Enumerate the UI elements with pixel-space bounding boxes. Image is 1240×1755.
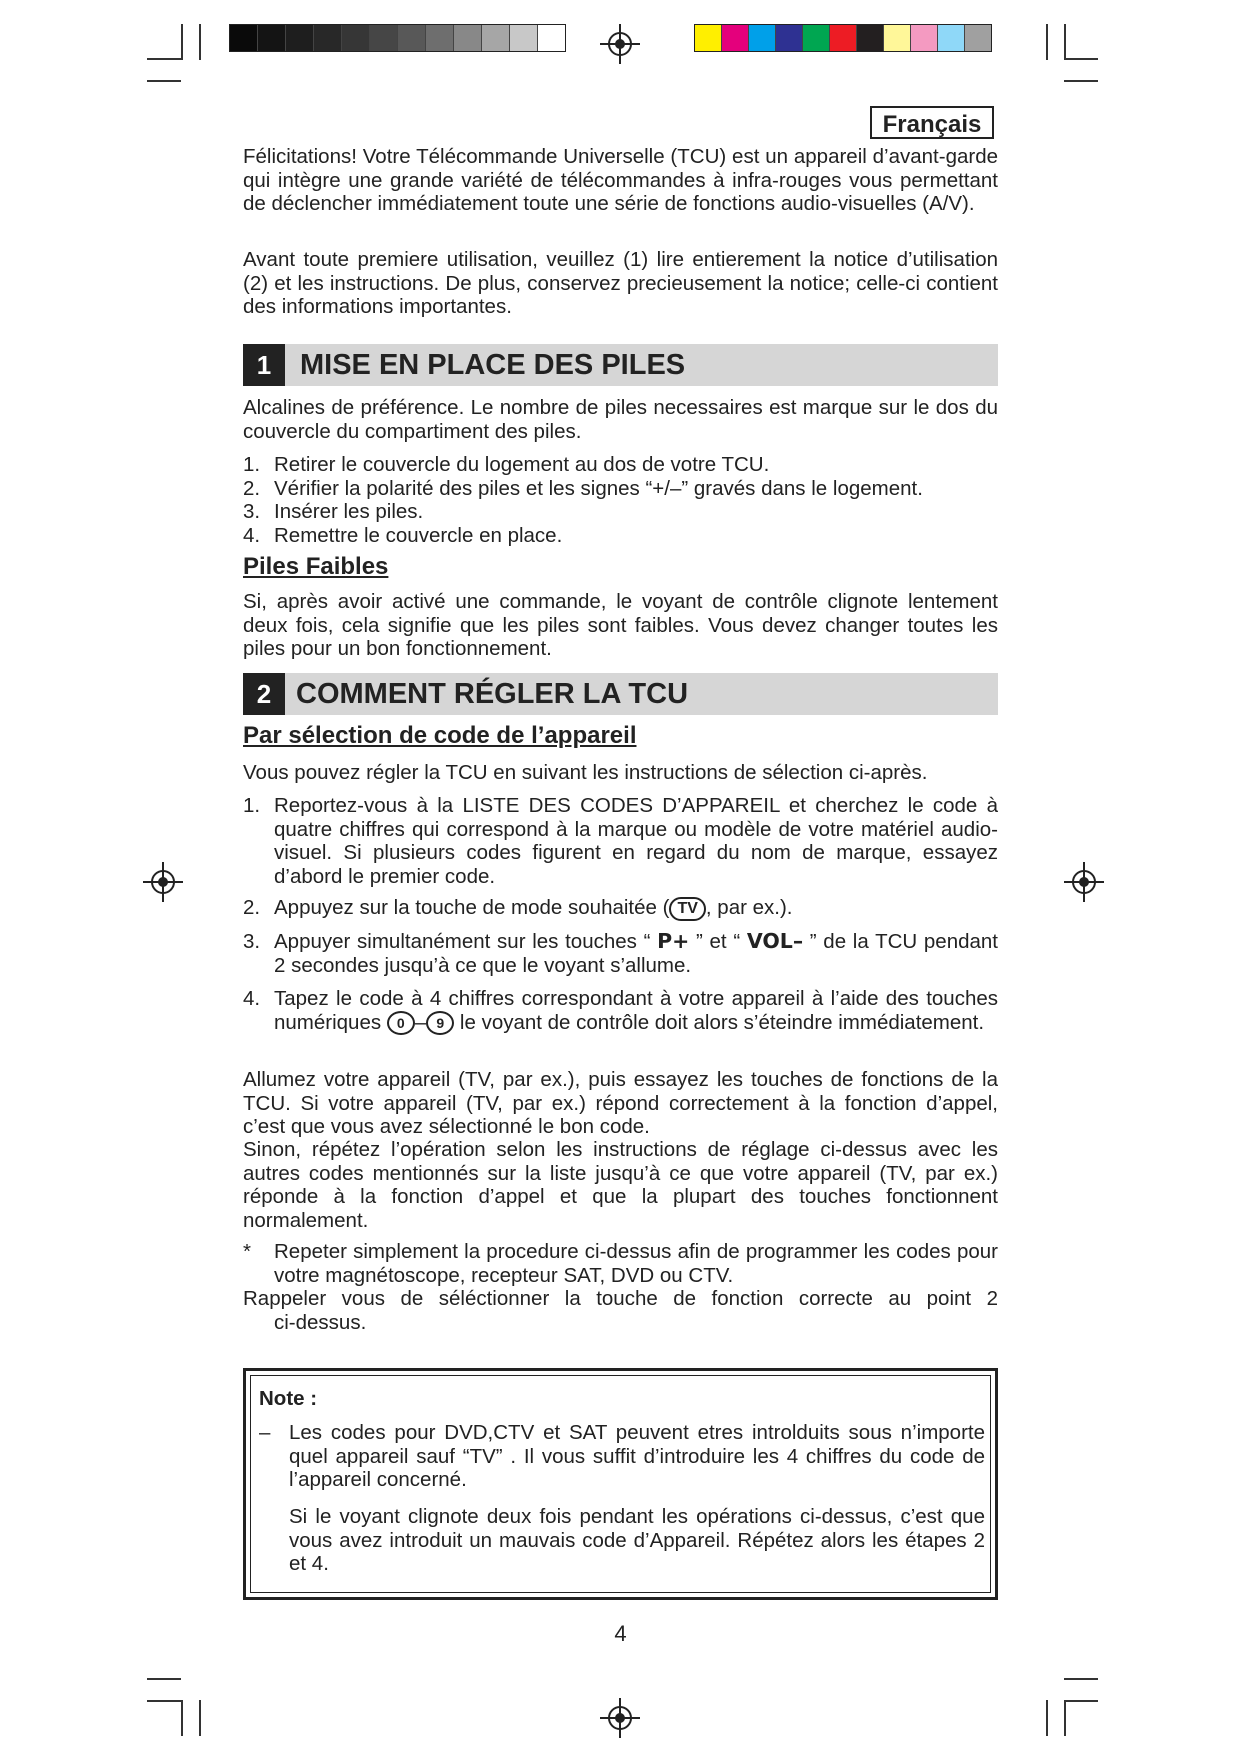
color-swatch <box>911 25 938 51</box>
list-item: 2. Vérifier la polarité des piles et les signes “+/–” gravés dans le logement. <box>243 477 923 500</box>
grayscale-calibration-strip <box>229 24 566 52</box>
subheading-low-battery: Piles Faibles <box>243 553 389 580</box>
list-item: 3. Appuyer simultanément sur les touches “ P+ ” et “ VOL– ” de la TCU pendant 2 secondes jusqu’à ce que le voyant s’allume. <box>243 929 998 977</box>
color-swatch <box>230 25 258 51</box>
language-label: Français <box>870 106 994 139</box>
subheading-code-selection: Par sélection de code de l’appareil <box>243 722 637 749</box>
color-swatch <box>482 25 510 51</box>
note-box <box>243 1368 998 1600</box>
color-swatch <box>749 25 776 51</box>
test-paragraph: Allumez votre appareil (TV, par ex.), puis essayez les touches de fonctions de la TCU. Si votre appareil (TV, par ex.) répond correctement à la fonction d’appel, c’est que vous avez sélectionné le bon code. <box>243 1068 998 1138</box>
digit-0-key-icon: 0 <box>387 1011 415 1035</box>
color-swatch <box>695 25 722 51</box>
color-swatch <box>398 25 426 51</box>
section-title: MISE EN PLACE DES PILES <box>300 349 686 381</box>
page-number: 4 <box>614 1621 627 1646</box>
color-swatch <box>857 25 884 51</box>
star-note: * Repeter simplement la procedure ci-dessus afin de programmer les codes pour votre magnétoscope, recepteur SAT, DVD ou CTV. <box>243 1240 998 1287</box>
retry-paragraph: Sinon, répétez l’opération selon les instructions de réglage ci-dessus avec les autres codes mentionnés sur la liste jusqu’à ce que votre appareil (TV, par ex.) réponde à la fonction d’appel et que la plupart des touches fonctionnent normalement. <box>243 1138 998 1232</box>
note-text-2: Si le voyant clignote deux fois pendant les opérations ci-dessus, c’est que vous avez introduit un mauvais code d’Appareil. Répétez alors les étapes 2 et 4. <box>289 1505 985 1575</box>
section-1-intro: Alcalines de préférence. Le nombre de piles necessaires est marque sur le dos du couvercle du compartiment des piles. <box>243 396 998 443</box>
registration-mark-right <box>1064 862 1104 902</box>
vol-minus-key: VOL– <box>746 929 804 953</box>
color-swatch <box>370 25 398 51</box>
list-item: 2. Appuyez sur la touche de mode souhaitée ( TV , par ex.). <box>243 896 793 919</box>
section-number: 1 <box>243 344 285 386</box>
color-swatch <box>342 25 370 51</box>
color-swatch <box>510 25 538 51</box>
section-2-header <box>243 673 998 715</box>
section-title: COMMENT RÉGLER LA TCU <box>296 678 689 710</box>
registration-mark-bottom <box>600 1698 640 1738</box>
color-swatch <box>803 25 830 51</box>
section-1-header <box>243 344 998 386</box>
color-swatch <box>426 25 454 51</box>
color-swatch <box>314 25 342 51</box>
low-battery-paragraph: Si, après avoir activé une commande, le voyant de contrôle clignote lentement deux fois, cela signifie que les piles sont faibles. Vous devez changer toutes les piles pour un bon fonctionnement. <box>243 590 998 660</box>
digit-9-key-icon: 9 <box>426 1011 454 1035</box>
intro-paragraph-2: Avant toute premiere utilisation, veuillez (1) lire entierement la notice d’utilisation (2) et les instructions. De plus, conservez precieusement la notice; celle-ci contient des informations importantes. <box>243 248 998 318</box>
color-swatch <box>830 25 857 51</box>
color-swatch <box>965 25 991 51</box>
list-item: 1. Retirer le couvercle du logement au dos de votre TCU. <box>243 453 770 476</box>
recall-note: Rappeler vous de séléctionner la touche de fonction correcte au point 2 ci-dessus. <box>243 1287 998 1334</box>
note-title: Note : <box>259 1387 318 1410</box>
color-swatch <box>884 25 911 51</box>
registration-mark-top <box>600 24 640 64</box>
note-text-1: Les codes pour DVD,CTV et SAT peuvent etres introlduits sous n’importe quel appareil sauf “TV” . Il vous suffit d’introduire les 4 chiffres du code de l’appareil concerné. <box>289 1421 985 1491</box>
note-dash: – <box>259 1421 271 1444</box>
list-item: 3. Insérer les piles. <box>243 500 424 523</box>
color-swatch <box>938 25 965 51</box>
registration-mark-left <box>143 862 183 902</box>
color-swatch <box>258 25 286 51</box>
section-number: 2 <box>243 673 285 715</box>
section-2-intro: Vous pouvez régler la TCU en suivant les instructions de sélection ci-après. <box>243 761 928 784</box>
color-calibration-strip <box>694 24 992 52</box>
color-swatch <box>722 25 749 51</box>
color-swatch <box>538 25 565 51</box>
list-item: 4. Tapez le code à 4 chiffres correspondant à votre appareil à l’aide des touches numériques 0 – 9 le voyant de contrôle doit alors s’éteindre immédiatement. <box>243 987 998 1034</box>
list-item: 4. Remettre le couvercle en place. <box>243 524 563 547</box>
color-swatch <box>454 25 482 51</box>
color-swatch <box>776 25 803 51</box>
intro-paragraph-1: Félicitations! Votre Télécommande Universelle (TCU) est un appareil d’avant-garde qui intègre une grande variété de télécommandes à infra-rouges vous permettant de déclencher immédiatement toute une série de fonctions audio-visuelles (A/V). <box>243 145 998 215</box>
list-item: 1. Reportez-vous à la LISTE DES CODES D’APPAREIL et cherchez le code à quatre chiffres qui correspond à la marque ou modèle de votre matériel audio-visuel. Si plusieurs codes figurent en regard du nom de marque, essayez d’abord le premier code. <box>243 794 998 888</box>
p-plus-key: P+ <box>657 929 690 953</box>
tv-key-icon: TV <box>669 897 705 921</box>
color-swatch <box>286 25 314 51</box>
